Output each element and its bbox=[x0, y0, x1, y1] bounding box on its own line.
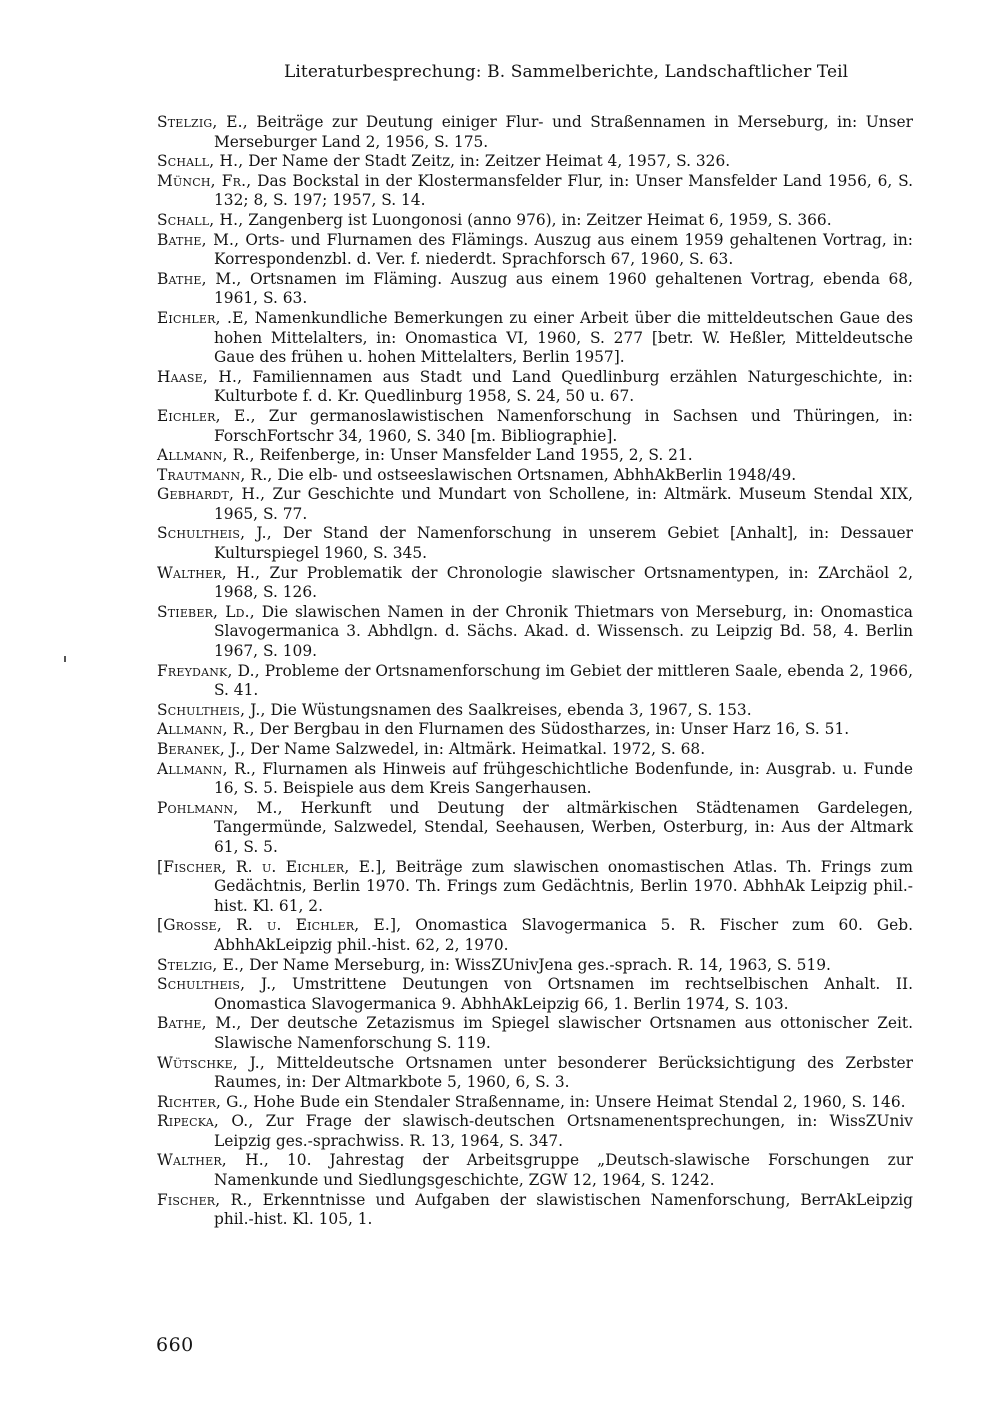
entry-text: Zur Problematik der Chronologie slawischer Ortsnamentypen, in: ZArchäol 2, 1968, S. 126. bbox=[214, 563, 913, 602]
bibliography-entry bbox=[157, 485, 913, 524]
entry-text: Erkenntnisse und Aufgaben der slawistischen Namenforschung, BerrAkLeipzig phil.-hist. Kl. 105, 1. bbox=[214, 1190, 913, 1229]
entry-text: Die slawischen Namen in der Chronik Thietmars von Merseburg, in: Onomastica Slavogermanica 3. Abhdlgn. d. Sächs. Akad. d. Wissensch. zu Leipzig Bd. 58, 4. Berlin 1967, S. 109. bbox=[214, 602, 913, 661]
entry-text: Zur Geschichte und Mundart von Schollene, in: Altmärk. Museum Stendal XIX, 1965, S. 77. bbox=[214, 485, 913, 523]
bibliography-entry bbox=[157, 760, 913, 799]
bibliography-entry bbox=[157, 407, 913, 446]
entry-author: Allmann, R., bbox=[157, 446, 255, 465]
bibliography-list bbox=[157, 113, 913, 1230]
entry-text: Der Name der Stadt Zeitz, in: Zeitzer Heimat 4, 1957, S. 326. bbox=[243, 152, 731, 171]
entry-text: Flurnamen als Hinweis auf frühgeschichtliche Bodenfunde, in: Ausgrab. u. Funde 16, S. 5. Beispiele aus dem Kreis Sangerhausen. bbox=[214, 759, 913, 798]
bibliography-entry bbox=[157, 466, 913, 486]
entry-author: Schultheis, J., bbox=[157, 975, 277, 994]
page-number: 660 bbox=[156, 1334, 194, 1356]
bibliography-entry bbox=[157, 1014, 913, 1053]
entry-text: Der Name Salzwedel, in: Altmärk. Heimatkal. 1972, S. 68. bbox=[245, 740, 706, 758]
bibliography-entry bbox=[157, 799, 913, 858]
entry-author: Bathe, M., bbox=[157, 1014, 242, 1033]
entry-text: Mitteldeutsche Ortsnamen unter besonderer Berücksichtigung des Zerbster Raumes, in: Der Altmarkbote 5, 1960, 6, S. 3. bbox=[214, 1053, 913, 1092]
stray-mark bbox=[64, 656, 66, 662]
entry-text: Orts- und Flurnamen des Flämings. Auszug aus einem 1959 gehaltenen Vortrag, in: Korrespondenzbl. d. Ver. f. niederdt. Sprachforsch 67, 1960, S. 63. bbox=[214, 230, 913, 269]
entry-author: Stelzig, E., bbox=[157, 955, 245, 974]
entry-author: Bathe, M., bbox=[157, 230, 240, 249]
entry-author: Richter, G., bbox=[157, 1092, 249, 1111]
entry-text: Namenkundliche Bemerkungen zu einer Arbeit über die mitteldeutschen Gaue des hohen Mittelalters, in: Onomastica VI, 1960, S. 277 [betr. W. Heßler, Mitteldeutsche Gaue des frühen u. hohen Mittelalters, Berlin 1957]. bbox=[214, 308, 913, 367]
running-head: Literaturbesprechung: B. Sammelberichte, Landschaftlicher Teil bbox=[284, 62, 849, 82]
bibliography-entry bbox=[157, 916, 913, 955]
entry-text: Familiennamen aus Stadt und Land Quedlinburg erzählen Naturgeschichte, in: Kulturbote f. d. Kr. Quedlinburg 1958, S. 24, 50 u. 67. bbox=[214, 367, 913, 406]
bibliography-entry bbox=[157, 564, 913, 603]
bibliography-entry bbox=[157, 720, 913, 740]
entry-text: Das Bockstal in der Klostermansfelder Flur, in: Unser Mansfelder Land 1956, 6, S. 132; 8, S. 197; 1957, S. 14. bbox=[214, 171, 913, 210]
entry-author: Schall, H., bbox=[157, 152, 244, 171]
entry-author: Ripecka, O., bbox=[157, 1112, 254, 1131]
bibliography-entry bbox=[157, 740, 913, 760]
entry-author: Walther, H., bbox=[157, 1151, 269, 1170]
entry-author: Freydank, D., bbox=[157, 661, 260, 680]
entry-author: Eichler, .E, bbox=[157, 308, 249, 327]
bibliography-entry bbox=[157, 172, 913, 211]
entry-author: Wütschke, J., bbox=[157, 1053, 265, 1072]
entry-text: Probleme der Ortsnamenforschung im Gebiet der mittleren Saale, ebenda 2, 1966, S. 41. bbox=[214, 661, 913, 700]
entry-text: Zur germanoslawistischen Namenforschung in Sachsen und Thüringen, in: ForschFortschr 34, 1960, S. 340 [m. Bibliographie]. bbox=[214, 406, 913, 445]
bibliography-entry bbox=[157, 368, 913, 407]
entry-text: Der Name Merseburg, in: WissZUnivJena ges.-sprach. R. 14, 1963, S. 519. bbox=[244, 955, 831, 974]
bibliography-entry bbox=[157, 662, 913, 701]
entry-text: Der deutsche Zetazismus im Spiegel slawischer Ortsnamen aus ottonischer Zeit. Slawische Namenforschung S. 119. bbox=[214, 1014, 913, 1052]
entry-text: Onomastica Slavogermanica 5. R. Fischer zum 60. Geb. AbhhAkLeipzig phil.-hist. 62, 2, 1970. bbox=[214, 916, 913, 954]
bibliography-entry bbox=[157, 956, 913, 976]
bibliography-entry bbox=[157, 701, 913, 721]
entry-author: Münch, Fr., bbox=[157, 171, 252, 190]
entry-text: Zangenberg ist Luongonosi (anno 976), in: Zeitzer Heimat 6, 1959, S. 366. bbox=[243, 210, 832, 229]
entry-text: Die elb- und ostseeslawischen Ortsnamen, AbhhAkBerlin 1948/49. bbox=[272, 465, 797, 484]
bibliography-entry bbox=[157, 858, 913, 917]
entry-text: Zur Frage der slawisch-deutschen Ortsnamenentsprechungen, in: WissZUniv Leipzig ges.-sprachwiss. R. 13, 1964, S. 347. bbox=[214, 1112, 913, 1150]
entry-text: Beiträge zum slawischen onomastischen Atlas. Th. Frings zum Gedächtnis, Berlin 1970. Th. Frings zum Gedächtnis, Berlin 1970. AbhhAk Leipzig phil.-hist. Kl. 61, 2. bbox=[214, 857, 913, 915]
entry-author: Schultheis, J., bbox=[157, 524, 272, 543]
entry-author: [Grosse, R. u. Eichler, E.], bbox=[157, 916, 402, 935]
entry-text: Beiträge zur Deutung einiger Flur- und Straßennamen in Merseburg, in: Unser Merseburger Land 2, 1956, S. 175. bbox=[214, 113, 913, 151]
entry-author: Schultheis, J., bbox=[157, 700, 266, 719]
bibliography-entry bbox=[157, 524, 913, 563]
entry-text: Reifenberge, in: Unser Mansfelder Land 1955, 2, S. 21. bbox=[254, 446, 693, 465]
entry-author: Gebhardt, H., bbox=[157, 485, 266, 504]
bibliography-entry bbox=[157, 152, 913, 172]
bibliography-entry bbox=[157, 270, 913, 309]
entry-author: Walther, H., bbox=[157, 563, 261, 582]
entry-text: Der Bergbau in den Flurnamen des Südostharzes, in: Unser Harz 16, S. 51. bbox=[254, 720, 850, 739]
entry-author: Eichler, E., bbox=[157, 406, 256, 425]
bibliography-entry bbox=[157, 1054, 913, 1093]
entry-author: Haase, H., bbox=[157, 367, 243, 386]
bibliography-entry bbox=[157, 1151, 913, 1190]
entry-author: Trautmann, R., bbox=[157, 465, 273, 484]
bibliography-entry bbox=[157, 309, 913, 368]
entry-author: Allmann, R., bbox=[157, 720, 255, 739]
bibliography-entry bbox=[157, 211, 913, 231]
entry-text: Hohe Bude ein Stendaler Straßenname, in: Unsere Heimat Stendal 2, 1960, S. 146. bbox=[248, 1092, 906, 1111]
entry-text: 10. Jahrestag der Arbeitsgruppe „Deutsch-slawische Forschungen zur Namenkunde und Siedlungsgeschichte, ZGW 12, 1964, S. 1242. bbox=[214, 1151, 913, 1190]
bibliography-entry bbox=[157, 975, 913, 1014]
entry-author: Pohlmann, M., bbox=[157, 798, 283, 817]
entry-text: Ortsnamen im Fläming. Auszug aus einem 1960 gehaltenen Vortrag, ebenda 68, 1961, S. 63. bbox=[214, 269, 913, 308]
bibliography-entry bbox=[157, 1191, 913, 1230]
bibliography-entry bbox=[157, 1093, 913, 1113]
entry-author: Stieber, Ld., bbox=[157, 602, 255, 621]
entry-text: Umstrittene Deutungen von Ortsnamen im rechtselbischen Anhalt. II. Onomastica Slavogermanica 9. AbhhAkLeipzig 66, 1. Berlin 1974, S. 103. bbox=[214, 975, 913, 1013]
entry-author: Stelzig, E., bbox=[157, 113, 248, 131]
entry-text: Die Wüstungsnamen des Saalkreises, ebenda 3, 1967, S. 153. bbox=[265, 700, 752, 719]
bibliography-entry bbox=[157, 446, 913, 466]
entry-author: Schall, H., bbox=[157, 210, 244, 229]
bibliography-entry bbox=[157, 113, 913, 152]
bibliography-entry bbox=[157, 603, 913, 662]
entry-text: Herkunft und Deutung der altmärkischen Städtenamen Gardelegen, Tangermünde, Salzwedel, Stendal, Seehausen, Werben, Osterburg, in: Aus der Altmark 61, S. 5. bbox=[214, 798, 914, 856]
bibliography-entry bbox=[157, 231, 913, 270]
entry-author: [Fischer, R. u. Eichler, E.], bbox=[157, 857, 387, 876]
entry-text: Der Stand der Namenforschung in unserem Gebiet [Anhalt], in: Dessauer Kulturspiegel 1960, S. 345. bbox=[214, 524, 914, 563]
entry-author: Fischer, R., bbox=[157, 1190, 253, 1209]
bibliography-entry bbox=[157, 1112, 913, 1151]
entry-author: Beranek, J., bbox=[157, 740, 246, 758]
entry-author: Bathe, M., bbox=[157, 269, 242, 288]
entry-author: Allmann, R., bbox=[157, 759, 257, 778]
